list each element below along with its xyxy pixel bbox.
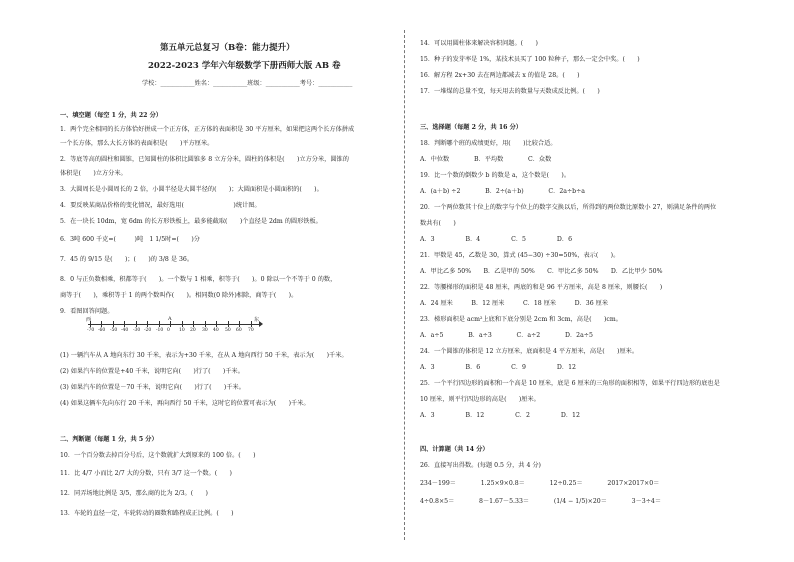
question-line: 1．两个完全相同的长方体恰好拼成一个正方体，正方体的表面积是 30 平方厘米，如果把这两个长方体拼成 [60,126,355,133]
number-line-tick-label: 10 [179,328,185,333]
question-line: 15．种子的发芽率是 1%，某技术员买了 100 粒种子，那么一定会中奖。( ) [420,56,640,63]
number-line-tick [90,321,91,327]
number-line-tick-label: -10 [156,328,164,333]
answer-options: A．中位数 B．平均数 C．众数 [420,156,552,163]
number-line-west-label: 西 [86,317,92,323]
document-title: 第五单元总复习（B卷：能力提升） [160,43,295,53]
answer-options: A．3 B．4 C．5 D．6 [420,236,573,243]
question-line: 体积是( )立方分米。 [60,170,127,177]
number-line-tick-label: 50 [225,328,231,333]
question-line: 20．一个两位数其十位上的数字与个位上的数字交换以后，所得到的两位数比原数小 27，则满足条件的两位 [420,204,717,211]
question-line: 一个长方体，那么大长方体的表面积是( )平方厘米。 [60,140,214,147]
number-line-tick-label: 0 [167,328,170,333]
number-line-tick [182,321,183,327]
number-line-tick-label: -70 [87,328,95,333]
number-line-tick-label: -30 [133,328,141,333]
question-line: 18．判断哪个班的成绩更好，用( )比较合适。 [420,140,557,147]
question-line: 5．在一块长 10dm，宽 6dm 的长方形铁板上，最多能截取( )个直径是 2dm 的圆形铁板。 [60,218,322,225]
question-line: 12．同弄场地比例是 3/5，那么商的比为 2/3。( ) [60,490,208,497]
question-line: 19．比一个数的倒数少 b 的数是 a，这个数是( )。 [420,172,571,179]
question-line: 26．直接写出得数。(每题 0.5 分，共 4 分) [420,462,541,469]
question-line: 商等于( )，乘积等于 1 的两个数叫作( )。相同数(0 除外)相除，商等于( )。 [60,292,298,299]
calc-row: 234－199＝ 1.25×9×0.8＝ 12÷0.25＝ 2017×2017×0＝ [420,480,660,487]
number-line-east-label: 东 [254,317,260,323]
document-subtitle: 2022-2023 学年六年级数学下册西师大版 AB 卷 [148,61,341,71]
number-line-tick-label: -60 [98,328,106,333]
section-heading: 一、填空题（每空 1 分，共 22 分） [60,112,162,119]
number-line-tick [124,321,125,327]
column-divider [404,30,405,540]
number-line-tick-label: 30 [202,328,208,333]
question-line: 数共有( ) [420,220,456,227]
number-line-tick-label: -50 [110,328,118,333]
answer-options: A．(a＋b) ÷2 B．2÷(a＋b) C．2a÷b÷a [420,188,585,195]
question-line: 14．可以用圆柱体来解决容积问题。( ) [420,40,538,47]
question-line: 6．3吨 600 千克=( )吨 1 1/5时=( )分 [60,236,200,243]
number-line-tick [170,321,171,327]
question-line: 7．45 的 9/15 是( )；( )的 3/8 是 36。 [60,256,194,263]
number-line-tick [205,321,206,327]
question-line: (2) 如果汽车的位置是+40 千米，说明它向( )行了( )千米。 [60,368,244,375]
calc-row: 4÷0.8×5＝ 8－1.67－5.33＝ (1/4 − 1/5)×20＝ 3－3÷4＝ [420,498,662,505]
answer-options: A．甲比乙多 50% B．乙是甲的 50% C．甲比乙多 50% D．乙比甲少 50% [420,268,663,275]
answer-options: A．3 B．12 C．2 D．12 [420,412,580,419]
number-line-tick-label: -40 [121,328,129,333]
number-line-tick-label: 60 [236,328,242,333]
question-line: 17．一堆煤的总量不变，每天用去的数量与天数成反比例。( ) [420,88,600,95]
question-line: 23．梯形面积是 acm²上底和下底分别是 2cm 和 3cm，高是( )cm。 [420,316,622,323]
question-line: (3) 如果汽车的位置是－70 千米，说明它向( )行了( )千米。 [60,384,245,391]
question-line: 10．一个百分数去掉百分号后，这个数就扩大到原来的 100 倍。( ) [60,452,256,459]
number-line-tick [113,321,114,327]
question-line: 3．大圆周长是小圆周长的 2 倍，小圆半径是大圆半径的( )；大圆面积是小圆面积的( )。 [60,186,323,193]
answer-options: A．24 厘米 B．12 厘米 C．18 厘米 D．36 厘米 [420,300,609,307]
number-line-tick [216,321,217,327]
question-line: 2．等底等高的圆柱和圆锥，已知圆柱的体积比圆锥多 8 立方分米，圆柱的体积是( )立方分米，圆锥的 [60,156,349,163]
question-line: 22．等腰梯形的面积是 48 厘米，两底的和是 96 平方厘米，高是 8 厘米，则腰长( ) [420,284,663,291]
question-line: 25．一个平行四边形的面积和一个高是 10 厘米，底是 6 厘米的三角形的面积相等，如果平行四边形的底也是 [420,380,720,387]
number-line-tick-label: 20 [190,328,196,333]
number-line-tick [147,321,148,327]
question-line: 4．要反映某商品价格的变化情况，最好选用( )统计图。 [60,202,261,209]
question-line: 21．甲数是 45，乙数是 30，算式 (45−30) ÷30=50%，表示( )。 [420,252,620,259]
number-line-tick [239,321,240,327]
number-line-point-a: A [168,316,172,322]
section-heading: 二、判断题（每题 1 分，共 5 分） [60,436,158,443]
section-heading: 三、选择题（每题 2 分，共 16 分） [420,124,522,131]
question-line: 10 厘米，则平行四边形的高是( )厘米。 [420,396,540,403]
number-line-arrow [259,321,263,327]
number-line-tick-label: 70 [248,328,254,333]
section-heading: 四、计算题（共 14 分） [420,446,489,453]
answer-options: A．3 B．6 C．9 D．12 [420,364,576,371]
question-line: 13．车轮的直径一定，车轮转动的圈数和路程成正比例。( ) [60,510,234,517]
number-line [88,318,260,340]
number-line-tick-label: 40 [213,328,219,333]
answer-options: A．a÷5 B．a÷3 C．a÷2 D．2a÷5 [420,332,593,339]
number-line-tick [228,321,229,327]
number-line-tick [101,321,102,327]
number-line-tick-label: -20 [144,328,152,333]
question-line: 24．一个圆锥的体积是 12 立方厘米，底面积是 4 平方厘米，高是( )厘米。 [420,348,639,355]
student-info-line: 学校：___________姓名：___________班级：___________考号：___________ [142,80,353,87]
question-line: 9．看图回答问题。 [60,308,114,315]
question-line: 16．解方程 2x+30 去在两边都减去 x 的值是 28。( ) [420,72,580,79]
question-line: (1) 一辆汽车从 A 地向东行 30 千米，表示为+30 千米，在从 A 地向西行 50 千米，表示为( )千米。 [60,352,348,359]
number-line-tick [159,321,160,327]
number-line-tick [136,321,137,327]
number-line-tick [251,321,252,327]
question-line: 11．比 4/7 小而比 2/7 大的分数，只有 3/7 这一个数。( ) [60,470,232,477]
question-line: (4) 如果这辆车先向东行 20 千米，再向西行 50 千米，这时它的位置可表示为( )千米。 [60,400,310,407]
number-line-tick [193,321,194,327]
question-line: 8．0 与正负数相乘，积都等于( )。一个数与 1 相乘，积等于( )。0 除以一个不等于 0 的数， [60,276,337,283]
